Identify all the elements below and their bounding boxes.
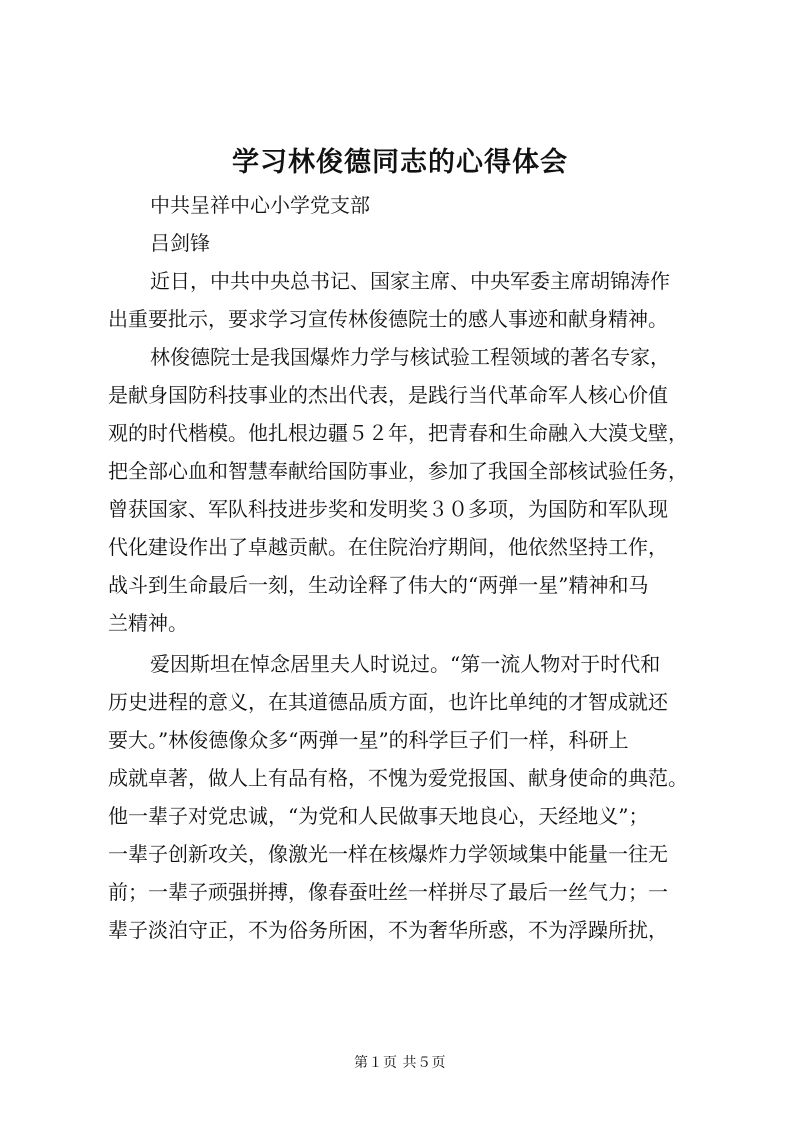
author-org: 中共呈祥中心小学党支部: [150, 193, 370, 217]
author-name: 吕剑锋: [150, 231, 210, 255]
paragraph-line: 林俊德院士是我国爆炸力学与核试验工程领域的著名专家，: [150, 345, 670, 369]
paragraph-line: 一辈子创新攻关，像激光一样在核爆炸力学领域集中能量一往无: [108, 842, 668, 866]
paragraph-line: 前；一辈子顽强拼搏，像春蚕吐丝一样拼尽了最后一丝气力；一: [108, 880, 668, 904]
paragraph-line: 成就卓著，做人上有品有格，不愧为爱党报国、献身使命的典范。: [108, 766, 688, 790]
paragraph-2: [108, 338, 708, 642]
paragraph-line: 辈子淡泊守正，不为俗务所困，不为奢华所惑，不为浮躁所扰，: [108, 918, 668, 942]
paragraph-line: 把全部心血和智慧奉献给国防事业，参加了我国全部核试验任务，: [108, 459, 688, 483]
paragraph-line: 爱因斯坦在悼念居里夫人时说过。“第一流人物对于时代和: [150, 652, 661, 676]
document-title: 学习林俊德同志的心得体会: [232, 147, 568, 178]
paragraph-line: 兰精神。: [108, 611, 188, 635]
paragraph-1: [108, 262, 708, 338]
paragraph-line: 曾获国家、军队科技进步奖和发明奖３０多项，为国防和军队现: [108, 497, 668, 521]
paragraph-line: 要大。”林俊德像众多“两弹一星”的科学巨子们一样，科研上: [108, 728, 629, 752]
paragraph-line: 战斗到生命最后一刻，生动诠释了伟大的“两弹一星”精神和马: [108, 573, 649, 597]
paragraph-line: 是献身国防科技事业的杰出代表，是践行当代革命军人核心价值: [108, 383, 668, 407]
paragraph-line: 历史进程的意义，在其道德品质方面，也许比单纯的才智成就还: [108, 690, 668, 714]
paragraph-line: 出重要批示，要求学习宣传林俊德院士的感人事迹和献身精神。: [108, 307, 668, 331]
paragraph-3: [108, 645, 708, 949]
paragraph-line: 他一辈子对党忠诚，“为党和人民做事天地良心，天经地义”；: [108, 804, 649, 828]
paragraph-line: 观的时代楷模。他扎根边疆５２年，把青春和生命融入大漠戈壁，: [108, 421, 688, 445]
paragraph-line: 近日，中共中央总书记、国家主席、中央军委主席胡锦涛作: [150, 269, 670, 293]
paragraph-line: 代化建设作出了卓越贡献。在住院治疗期间，他依然坚持工作，: [108, 535, 668, 559]
page-number-footer: 第１页 共５页: [354, 1055, 446, 1071]
document-body: [108, 186, 708, 949]
